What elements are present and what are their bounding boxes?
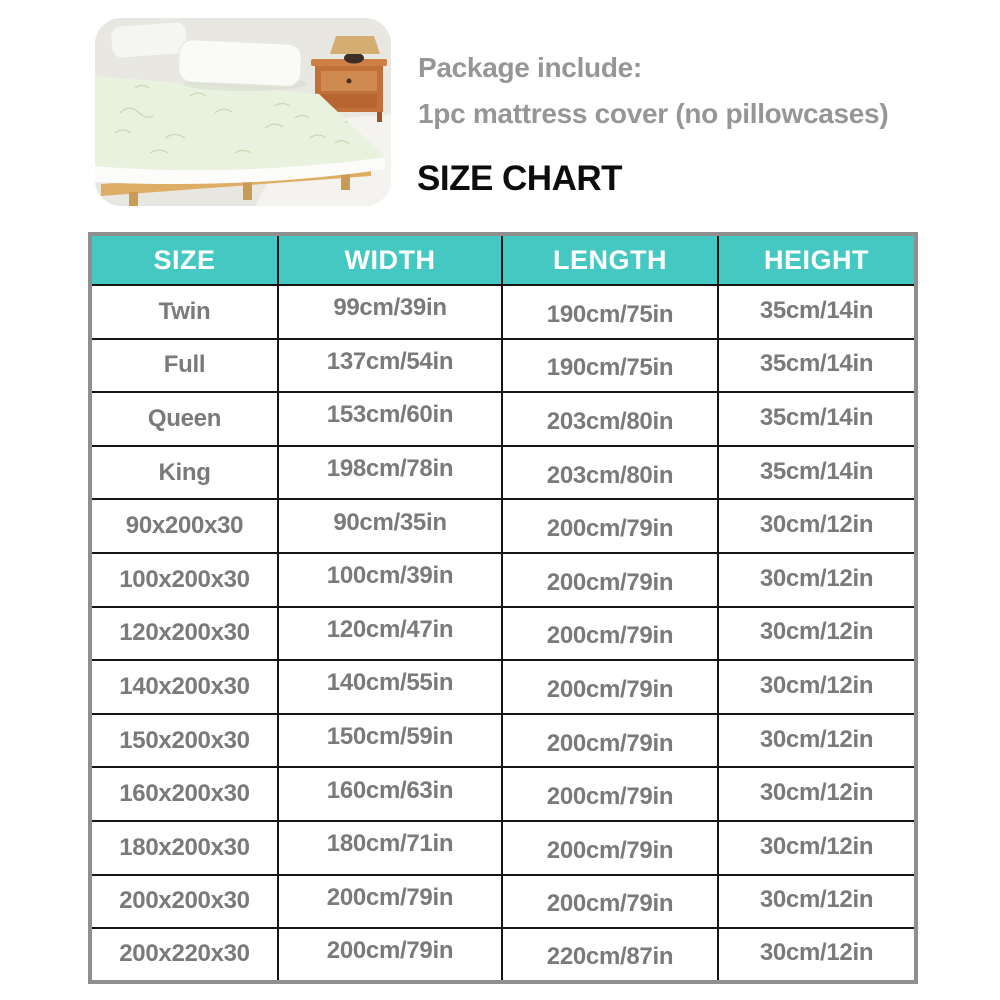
cell-width: 100cm/39in (278, 553, 502, 607)
cell-width: 137cm/54in (278, 339, 502, 393)
table-row (90, 285, 916, 339)
cell-height: 35cm/14in (718, 446, 916, 500)
cell-width: 160cm/63in (278, 767, 502, 821)
cell-width: 200cm/79in (278, 875, 502, 929)
table-row (90, 392, 916, 446)
table-row (90, 821, 916, 875)
bed-scene-illustration (95, 18, 391, 206)
cell-length: 203cm/80in (502, 392, 718, 446)
cell-width: 198cm/78in (278, 446, 502, 500)
cell-width: 150cm/59in (278, 714, 502, 768)
cell-height: 35cm/14in (718, 339, 916, 393)
cell-size: 160x200x30 (90, 767, 278, 821)
cell-height: 30cm/12in (718, 821, 916, 875)
front-pillow (178, 39, 302, 86)
column-header-size: SIZE (90, 234, 278, 285)
column-header-length: LENGTH (502, 234, 718, 285)
cell-height: 35cm/14in (718, 285, 916, 339)
header-row (90, 234, 916, 285)
cell-height: 30cm/12in (718, 875, 916, 929)
cell-height: 30cm/12in (718, 553, 916, 607)
size-chart-table (88, 232, 918, 984)
product-photo (95, 18, 391, 206)
table-row (90, 499, 916, 553)
cell-height: 30cm/12in (718, 767, 916, 821)
cell-height: 35cm/14in (718, 392, 916, 446)
table-header (90, 234, 916, 285)
cell-width: 90cm/35in (278, 499, 502, 553)
cell-width: 180cm/71in (278, 821, 502, 875)
cell-size: 140x200x30 (90, 660, 278, 714)
table-row (90, 446, 916, 500)
size-chart-title: SIZE CHART (417, 159, 622, 198)
cell-length: 200cm/79in (502, 714, 718, 768)
cell-length: 200cm/79in (502, 875, 718, 929)
cell-size: Twin (90, 285, 278, 339)
cell-size: King (90, 446, 278, 500)
cell-length: 200cm/79in (502, 660, 718, 714)
cell-width: 153cm/60in (278, 392, 502, 446)
cell-height: 30cm/12in (718, 660, 916, 714)
cell-width: 120cm/47in (278, 607, 502, 661)
cell-length: 200cm/79in (502, 499, 718, 553)
cell-size: Queen (90, 392, 278, 446)
cell-length: 190cm/75in (502, 285, 718, 339)
cell-length: 200cm/79in (502, 767, 718, 821)
table-row (90, 660, 916, 714)
cell-height: 30cm/12in (718, 714, 916, 768)
cell-height: 30cm/12in (718, 928, 916, 982)
cell-height: 30cm/12in (718, 607, 916, 661)
table-row (90, 714, 916, 768)
cell-size: 90x200x30 (90, 499, 278, 553)
column-header-height: HEIGHT (718, 234, 916, 285)
table-row (90, 553, 916, 607)
cell-length: 200cm/79in (502, 607, 718, 661)
column-header-width: WIDTH (278, 234, 502, 285)
cell-length: 220cm/87in (502, 928, 718, 982)
cell-length: 200cm/79in (502, 821, 718, 875)
table-row (90, 875, 916, 929)
cell-size: 180x200x30 (90, 821, 278, 875)
cell-width: 99cm/39in (278, 285, 502, 339)
cell-height: 30cm/12in (718, 499, 916, 553)
cell-size: 120x200x30 (90, 607, 278, 661)
cell-size: 200x200x30 (90, 875, 278, 929)
back-pillow (110, 21, 188, 58)
cell-width: 200cm/79in (278, 928, 502, 982)
package-contents-text: 1pc mattress cover (no pillowcases) (418, 98, 889, 129)
cell-length: 203cm/80in (502, 446, 718, 500)
cell-size: Full (90, 339, 278, 393)
cell-width: 140cm/55in (278, 660, 502, 714)
package-include-label: Package include: (418, 52, 642, 83)
table-row (90, 607, 916, 661)
cell-size: 100x200x30 (90, 553, 278, 607)
cell-size: 150x200x30 (90, 714, 278, 768)
table-row (90, 767, 916, 821)
cell-size: 200x220x30 (90, 928, 278, 982)
table-row (90, 339, 916, 393)
cell-length: 200cm/79in (502, 553, 718, 607)
table-body (90, 285, 916, 982)
cell-length: 190cm/75in (502, 339, 718, 393)
table-row (90, 928, 916, 982)
